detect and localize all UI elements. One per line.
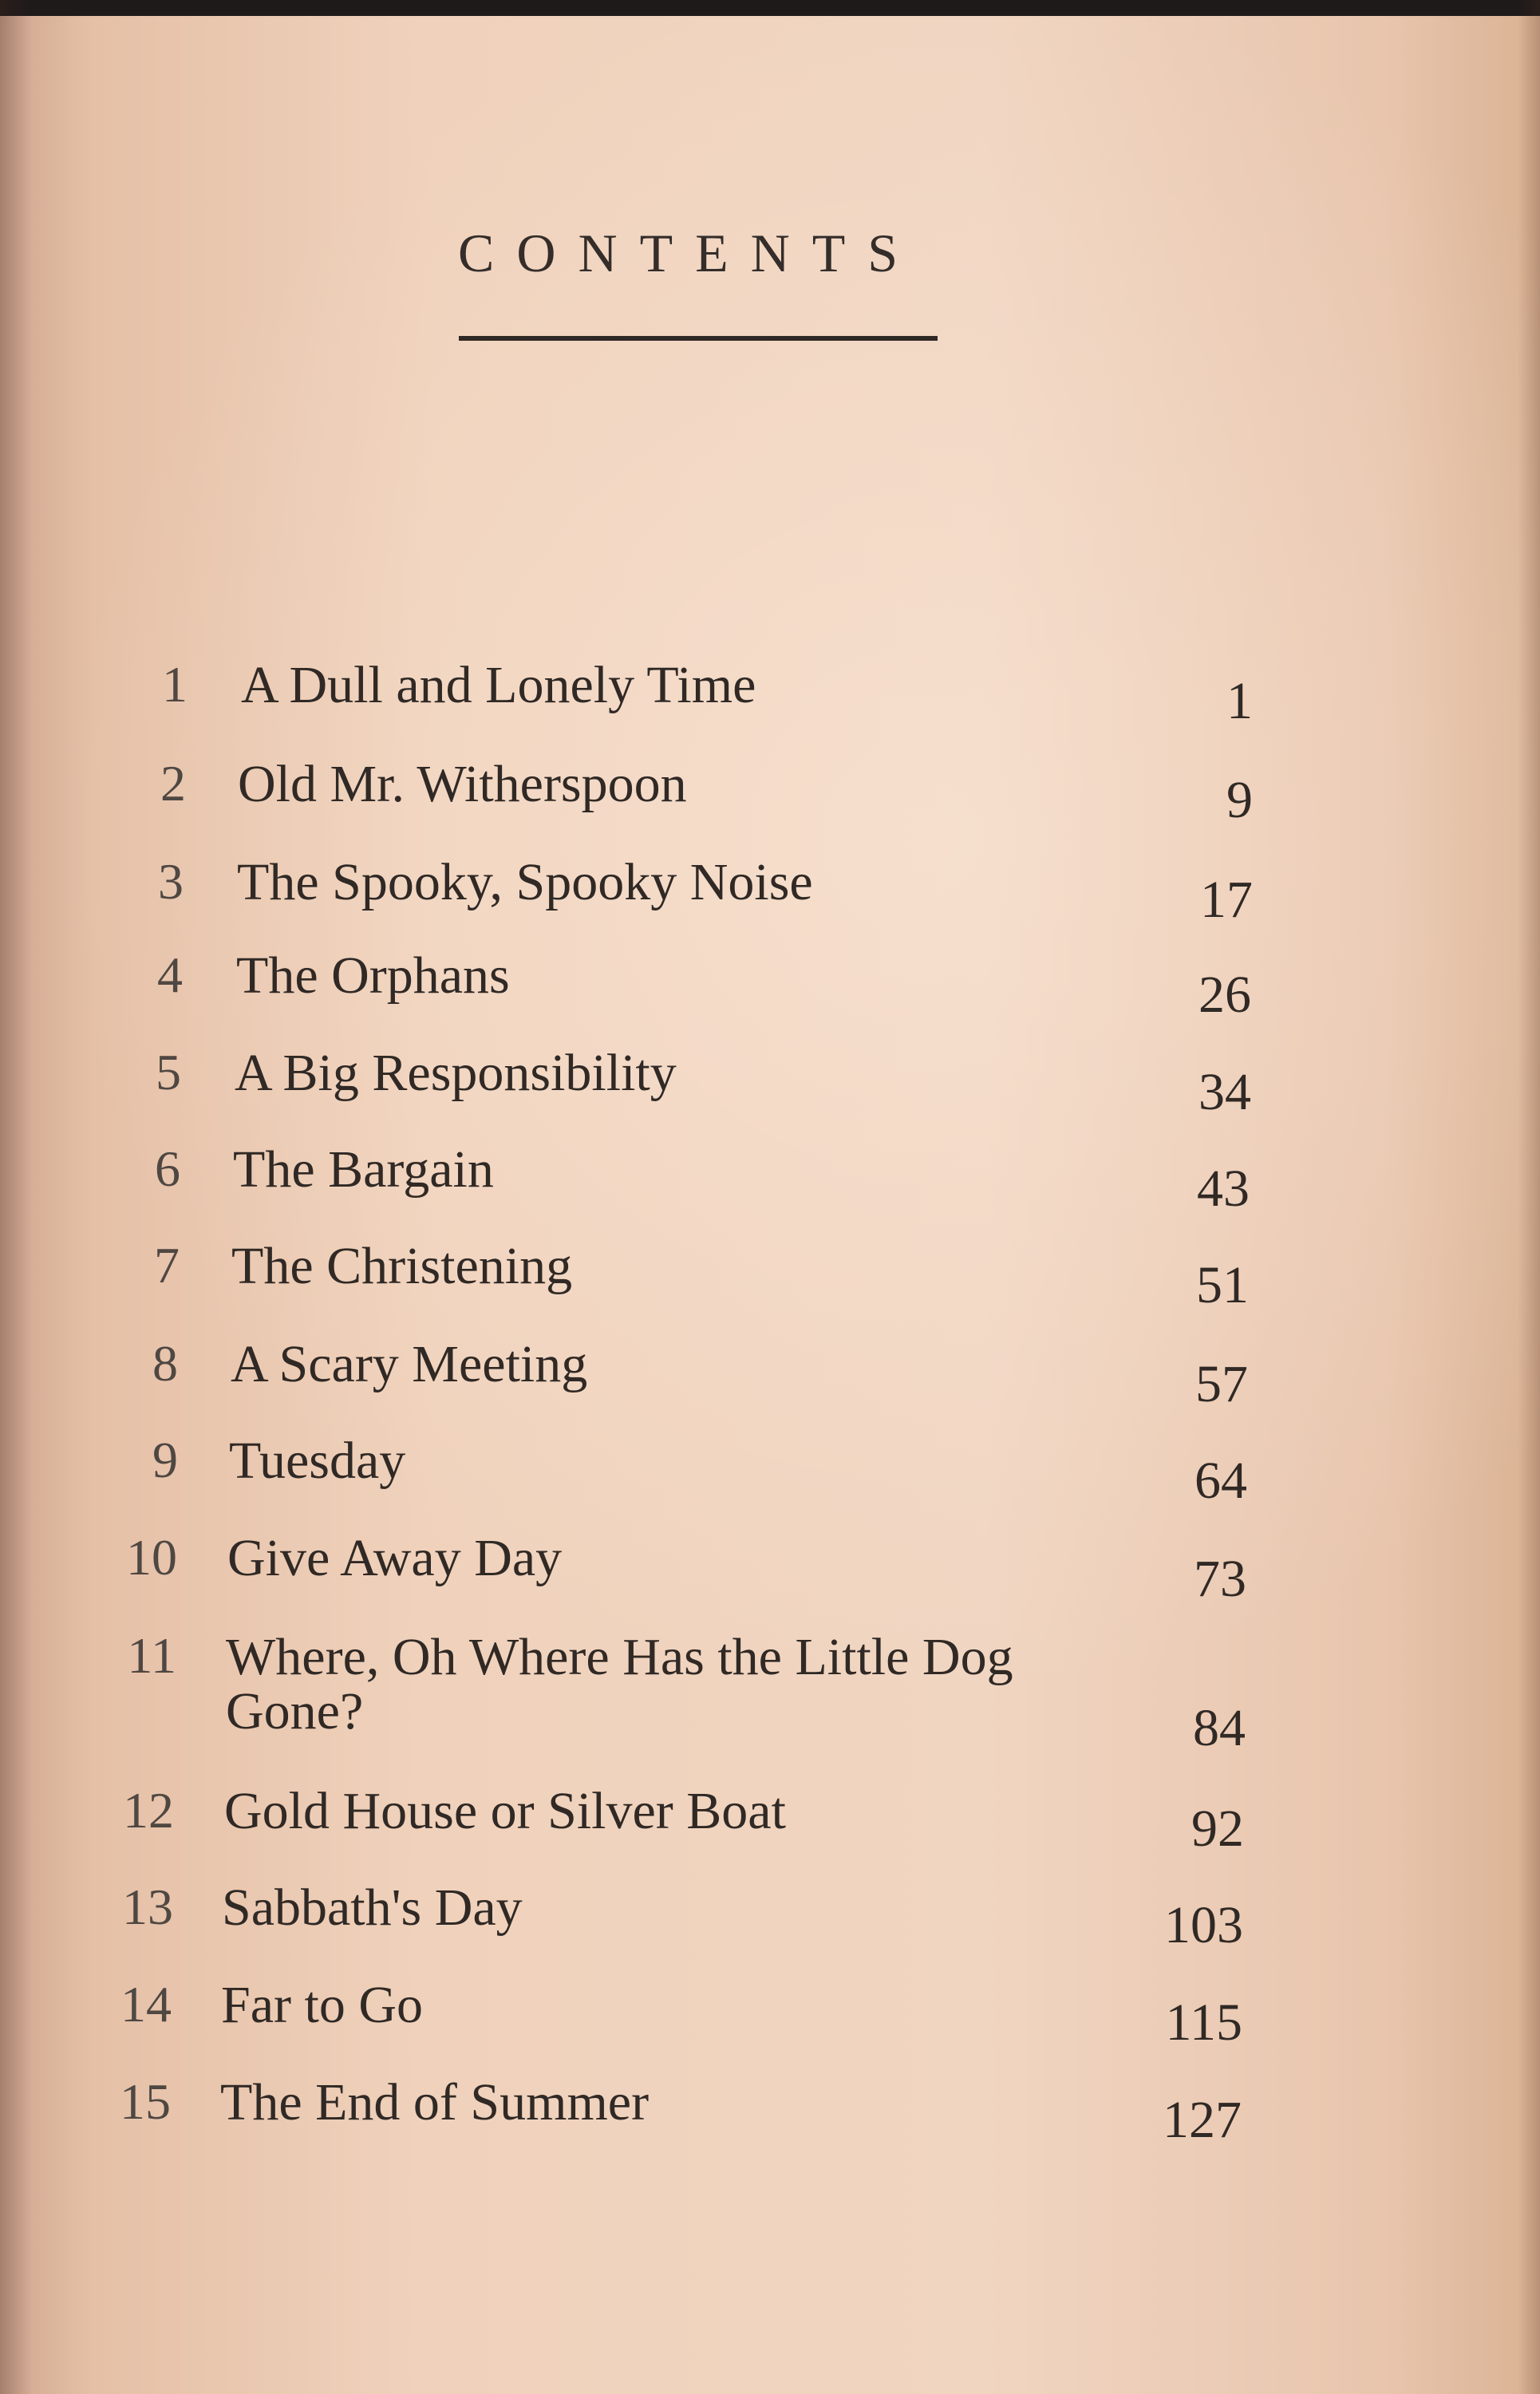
toc-entry (0, 1627, 1540, 1757)
toc-entry (0, 853, 1540, 929)
chapter-title: The End of Summer (220, 2073, 650, 2131)
toc-entry (0, 1237, 1540, 1314)
chapter-title: The Christening (231, 1237, 573, 1295)
chapter-number: 14 (120, 1976, 172, 2033)
chapter-title: The Spooky, Spooky Noise (237, 853, 813, 911)
chapter-title: Sabbath's Day (222, 1878, 523, 1937)
page-number: 127 (1163, 2091, 1242, 2149)
toc-entry (0, 656, 1540, 731)
chapter-title: Gold House or Silver Boat (224, 1782, 786, 1840)
page-number: 103 (1164, 1896, 1243, 1954)
chapter-number: 10 (126, 1529, 177, 1586)
toc-entry (0, 1044, 1540, 1121)
toc-entry (0, 1529, 1540, 1608)
page-number: 1 (1226, 672, 1253, 730)
chapter-number: 13 (122, 1878, 173, 1935)
chapter-number: 8 (152, 1335, 178, 1392)
chapter-number: 11 (127, 1627, 176, 1684)
chapter-number: 2 (160, 755, 186, 812)
chapter-title: A Scary Meeting (231, 1335, 588, 1393)
page-number: 9 (1226, 771, 1253, 829)
chapter-number: 12 (123, 1782, 174, 1839)
page-number: 17 (1200, 871, 1253, 929)
page-number: 43 (1197, 1159, 1250, 1218)
toc-entry (0, 2073, 1540, 2149)
chapter-number: 5 (156, 1044, 181, 1100)
chapter-title: Where, Oh Where Has the Little Dog Gone? (226, 1628, 1013, 1740)
page-number: 34 (1198, 1063, 1251, 1121)
chapter-number: 9 (152, 1432, 178, 1488)
chapter-number: 7 (154, 1237, 180, 1294)
page-number: 84 (1193, 1699, 1246, 1757)
toc-entry (0, 1976, 1540, 2052)
page-number: 115 (1165, 1993, 1242, 2052)
chapter-number: 15 (120, 2073, 171, 2130)
chapter-number: 1 (162, 656, 188, 713)
chapter-title: The Bargain (233, 1140, 494, 1199)
toc-entry (0, 755, 1540, 830)
chapter-title: Far to Go (221, 1976, 423, 2034)
chapter-title: Old Mr. Witherspoon (238, 755, 687, 813)
toc-entry (0, 1432, 1540, 1510)
chapter-number: 4 (157, 946, 183, 1003)
chapter-title: A Big Responsibility (235, 1044, 677, 1102)
chapter-number: 6 (155, 1140, 180, 1197)
toc-entry (0, 1878, 1540, 1954)
toc-entry (0, 1140, 1540, 1218)
chapter-title: Tuesday (229, 1432, 406, 1490)
toc-entry (0, 1335, 1540, 1413)
chapter-number: 3 (158, 853, 184, 910)
toc-entry (0, 946, 1540, 1024)
chapter-title: Give Away Day (227, 1529, 563, 1587)
page-number: 92 (1191, 1799, 1244, 1858)
page-number: 26 (1198, 966, 1251, 1024)
contents-title: CONTENTS (458, 223, 921, 283)
chapter-title: The Orphans (236, 946, 510, 1005)
page-number: 64 (1194, 1452, 1247, 1510)
page-number: 51 (1196, 1256, 1249, 1314)
page-number: 57 (1195, 1355, 1248, 1413)
chapter-title: A Dull and Lonely Time (241, 656, 756, 714)
toc-entry (0, 1782, 1540, 1858)
page-number: 73 (1194, 1550, 1246, 1608)
